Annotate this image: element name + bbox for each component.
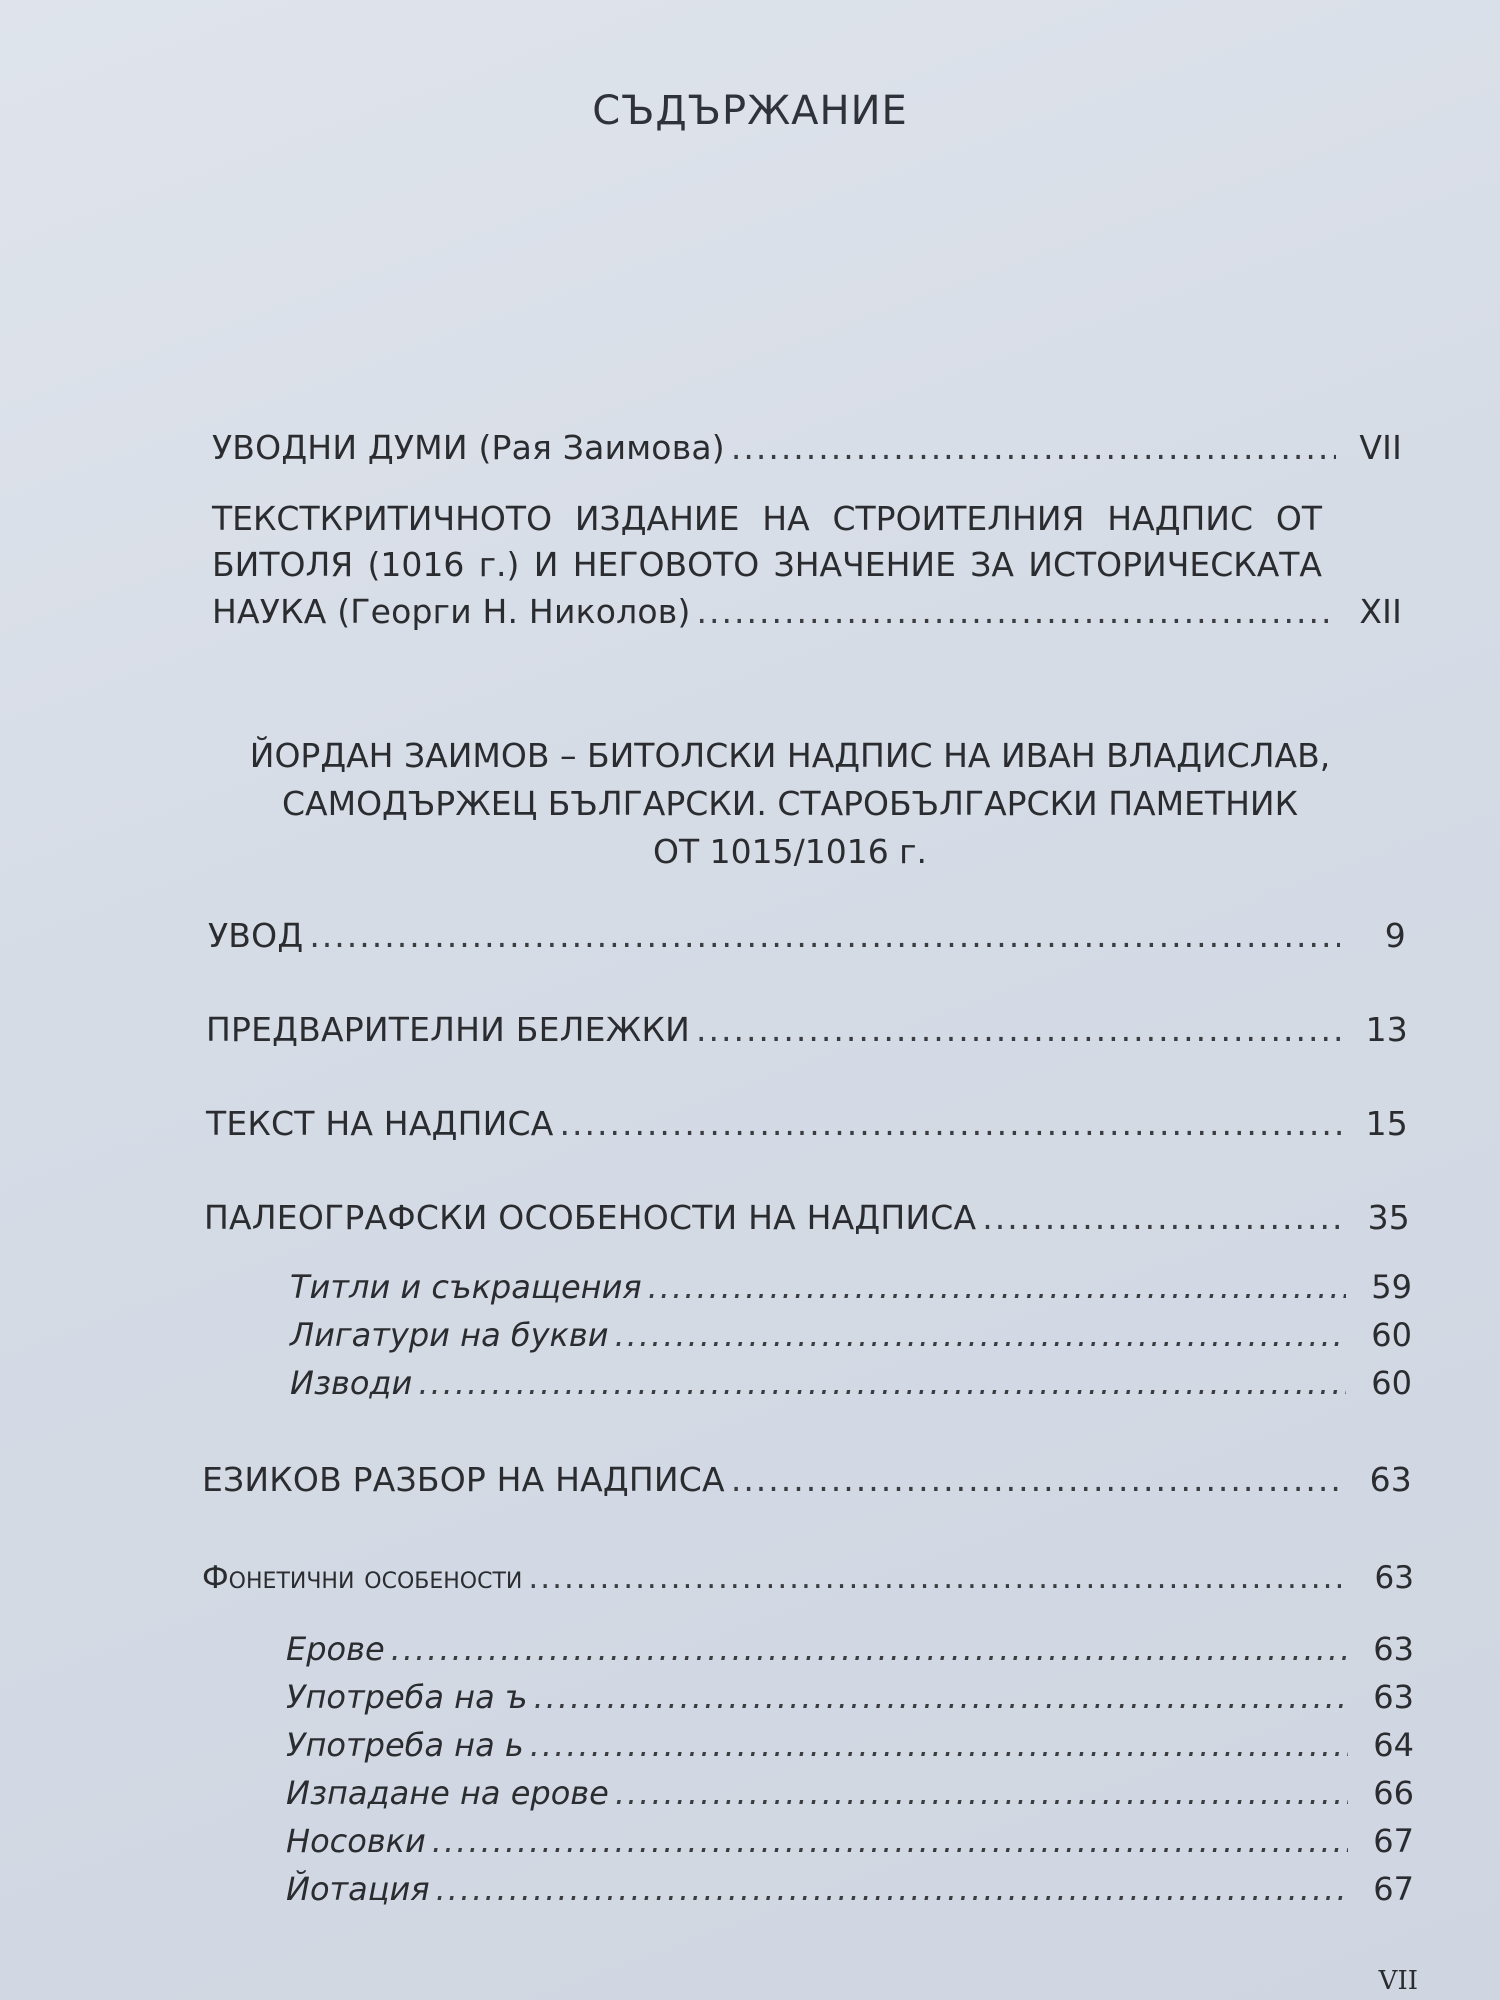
toc-entry-label: ПРЕДВАРИТЕЛНИ БЕЛЕЖКИ (206, 1010, 690, 1049)
toc-entry-label: УВОД (208, 916, 304, 955)
dot-leader (418, 1364, 1346, 1402)
dot-leader (436, 1870, 1348, 1908)
toc-entry-label: Носовки (286, 1822, 426, 1860)
dot-leader (697, 592, 1336, 631)
toc-entry-label: ПАЛЕОГРАФСКИ ОСОБЕНОСТИ НА НАДПИСА (204, 1198, 977, 1237)
toc-entry-label: Изпадане на ерове (286, 1774, 609, 1812)
toc-subentry (290, 1364, 1412, 1402)
dot-leader (309, 916, 1340, 955)
dot-leader (731, 428, 1336, 467)
dot-leader (731, 1460, 1346, 1499)
toc-entry-label: Йотация (286, 1870, 430, 1908)
dot-leader (615, 1774, 1348, 1812)
intro-label: УВОДНИ ДУМИ (212, 428, 468, 467)
toc-subentry (286, 1822, 1414, 1860)
toc-entry-label: Ерове (286, 1630, 385, 1668)
toc-page-number: 63 (1373, 1678, 1414, 1716)
toc-page-number: 63 (1369, 1460, 1412, 1499)
dot-leader (982, 1198, 1344, 1237)
toc-page-number: XII (1359, 592, 1402, 631)
dot-leader (528, 1560, 1348, 1596)
toc-subentry (286, 1774, 1414, 1812)
toc-subentry (286, 1678, 1414, 1716)
dot-leader (533, 1678, 1348, 1716)
toc-page-number: 15 (1365, 1104, 1408, 1143)
toc-entry (204, 1198, 1410, 1237)
toc-entry-label: Титли и съкращения (290, 1268, 642, 1306)
toc-page-number: 63 (1374, 1560, 1414, 1596)
dot-leader (560, 1104, 1343, 1143)
toc-entry-label: Употреба на ь (286, 1726, 524, 1764)
toc-entry-intro (212, 428, 1402, 467)
dot-leader (648, 1268, 1346, 1306)
page-title: СЪДЪРЖАНИЕ (592, 88, 908, 134)
work-title-line-2: САМОДЪРЖЕЦ БЪЛГАРСКИ. СТАРОБЪЛГАРСКИ ПАМЕТНИК (281, 784, 1298, 823)
toc-subentry (290, 1268, 1412, 1306)
toc-page-number: 60 (1371, 1316, 1412, 1354)
toc-subentry (286, 1630, 1414, 1668)
toc-subentry (290, 1316, 1412, 1354)
critical-line-1: ТЕКСТКРИТИЧНОТО ИЗДАНИЕ НА СТРОИТЕЛНИЯ НАДПИС ОТ (212, 499, 1322, 538)
dot-leader (391, 1630, 1348, 1668)
page-folio: VII (1378, 1966, 1418, 1996)
toc-entry-label: Употреба на ъ (286, 1678, 528, 1716)
critical-line-2: БИТОЛЯ (1016 г.) И НЕГОВОТО ЗНАЧЕНИЕ ЗА ИСТОРИЧЕСКАТА (212, 545, 1322, 584)
toc-entry-label (212, 428, 725, 467)
critical-line-3: НАУКА (212, 592, 327, 631)
toc-entry-label: ЕЗИКОВ РАЗБОР НА НАДПИСА (202, 1460, 725, 1499)
toc-subentry (286, 1870, 1414, 1908)
toc-page-number: 64 (1373, 1726, 1414, 1764)
toc-entry-label: Фонетични особености (202, 1560, 523, 1596)
dot-leader (530, 1726, 1348, 1764)
work-title (160, 732, 1420, 876)
work-title-line-3: ОТ 1015/1016 г. (652, 832, 928, 871)
toc-page-number: 66 (1373, 1774, 1414, 1812)
toc-entry (206, 1104, 1408, 1143)
toc-page-number: 13 (1365, 1010, 1408, 1049)
toc-entry-critical-edition (212, 496, 1322, 588)
toc-entry-label: Лигатури на букви (290, 1316, 609, 1354)
dot-leader (615, 1316, 1347, 1354)
toc-entry (208, 916, 1406, 955)
toc-entry (206, 1010, 1408, 1049)
dot-leader (432, 1822, 1348, 1860)
dot-leader (696, 1010, 1342, 1049)
toc-page-number: 67 (1373, 1870, 1414, 1908)
toc-entry-label (212, 592, 691, 631)
toc-section (202, 1560, 1414, 1596)
toc-page-number: 67 (1373, 1822, 1414, 1860)
toc-entry (202, 1460, 1412, 1499)
toc-page-number: 59 (1371, 1268, 1412, 1306)
toc-entry-critical-edition-last (212, 592, 1402, 631)
toc-entry-label: Изводи (290, 1364, 413, 1402)
toc-subentry (286, 1726, 1414, 1764)
intro-author: (Рая Заимова) (478, 428, 725, 467)
critical-author: (Георги Н. Николов) (337, 592, 691, 631)
toc-page-number: VII (1359, 428, 1402, 467)
toc-entry-label: ТЕКСТ НА НАДПИСА (206, 1104, 554, 1143)
toc-page-number: 9 (1384, 916, 1406, 955)
toc-page-number: 60 (1371, 1364, 1412, 1402)
toc-page-number: 63 (1373, 1630, 1414, 1668)
work-title-line-1: ЙОРДАН ЗАИМОВ – БИТОЛСКИ НАДПИС НА ИВАН ВЛАДИСЛАВ, (249, 736, 1331, 775)
toc-page-number: 35 (1367, 1198, 1410, 1237)
